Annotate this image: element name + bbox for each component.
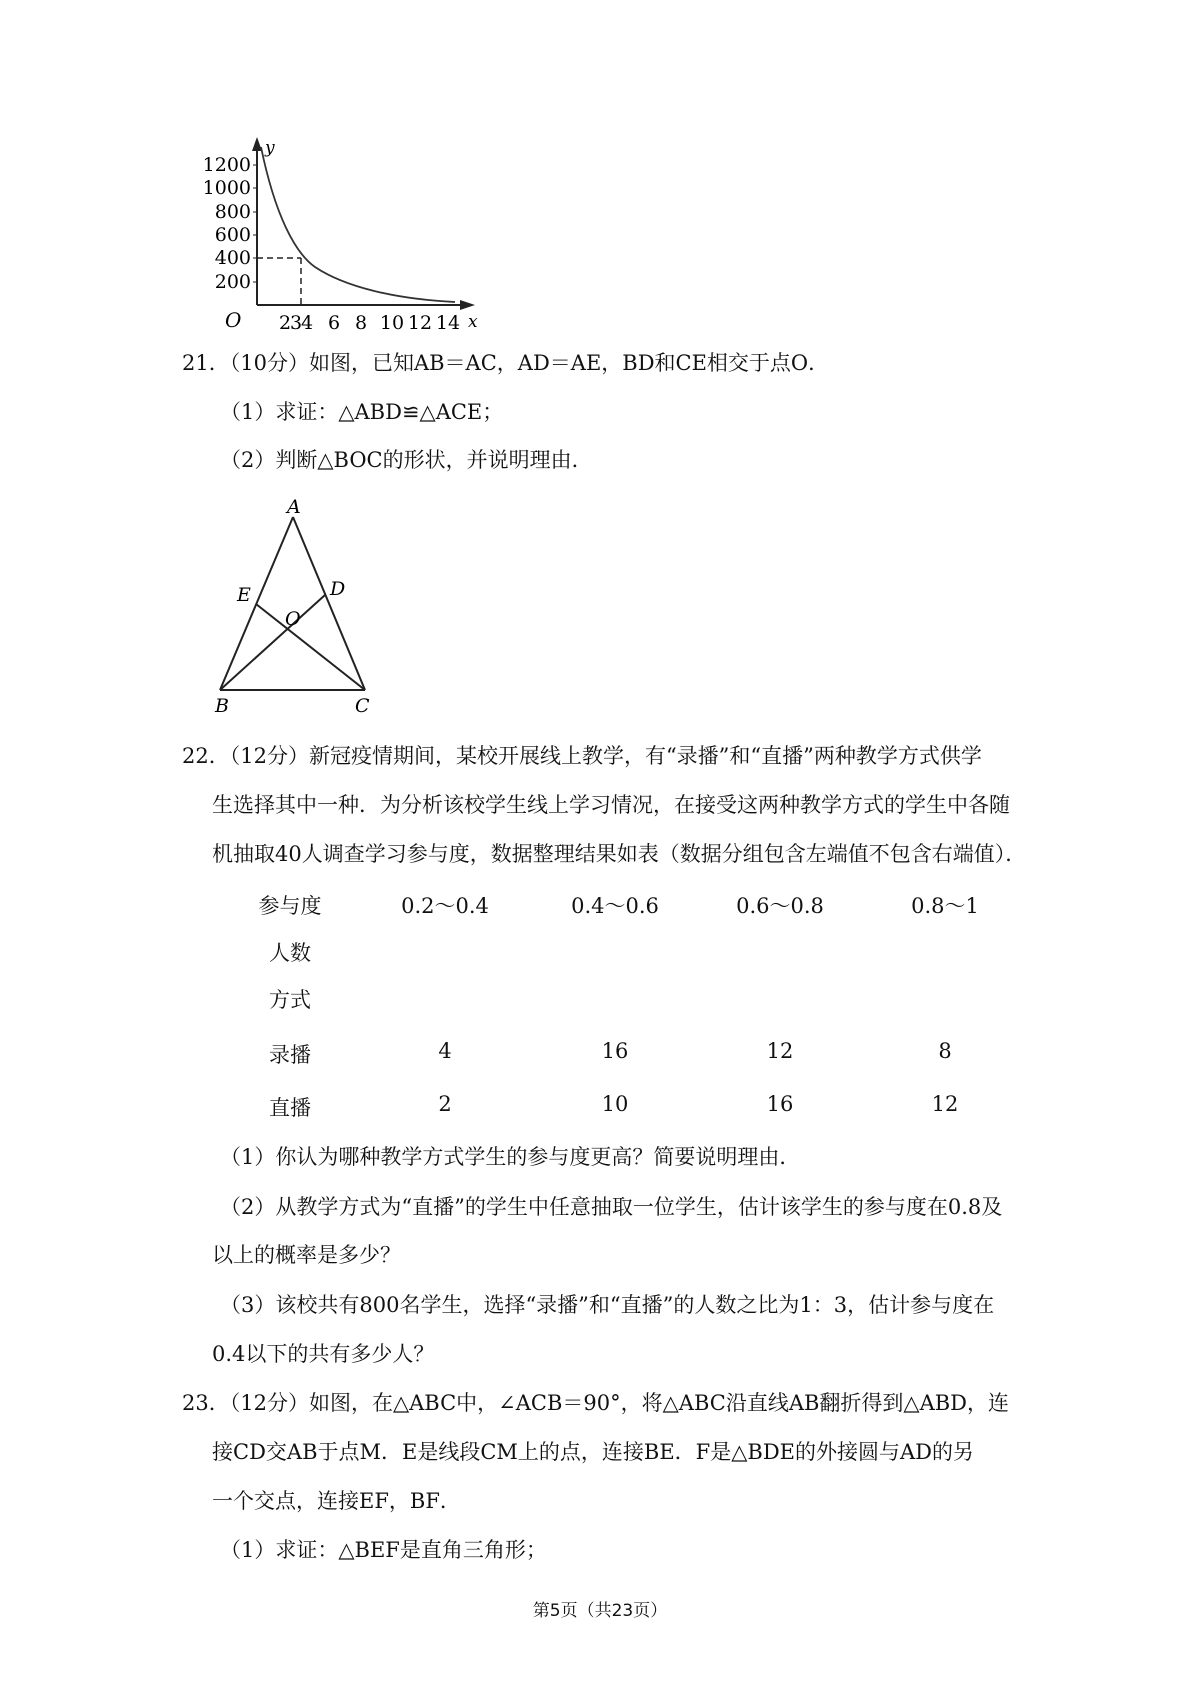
origin-label: O	[225, 308, 242, 332]
y-tick-label: 600	[214, 224, 251, 246]
table-cell: 12	[931, 1092, 959, 1116]
triangle-figure	[205, 495, 390, 720]
q23-stem-line2: 接CD交AB于点M．E是线段CM上的点，连接BE．F是△BDE的外接圆与AD的另	[212, 1440, 974, 1464]
table-col-header: 0.2～0.4	[401, 894, 489, 918]
x-tick-label: 8	[354, 312, 368, 334]
table-corner-mid: 人数	[269, 941, 311, 965]
point-label-D: D	[330, 578, 346, 600]
y-tick-label: 1200	[202, 154, 251, 176]
table-corner-top: 参与度	[258, 894, 322, 918]
table-col-header: 0.4～0.6	[571, 894, 659, 918]
q22-part3-line1: （3）该校共有800名学生，选择“录播”和“直播”的人数之比为1：3，估计参与度在	[220, 1293, 995, 1317]
q23-stem-line3: 一个交点，连接EF，BF．	[212, 1489, 461, 1513]
table-cell: 8	[938, 1039, 952, 1063]
point-label-O: O	[285, 608, 301, 630]
table-cell: 10	[601, 1092, 629, 1116]
decay-curve-graph	[195, 135, 485, 335]
q23-part1: （1）求证：△BEF是直角三角形；	[220, 1538, 547, 1562]
q21-part2: （2）判断△BOC的形状，并说明理由．	[220, 448, 593, 472]
q21-stem: 21．（10分）如图，已知AB＝AC，AD＝AE，BD和CE相交于点O．	[182, 351, 830, 375]
point-label-C: C	[355, 695, 370, 717]
q22-part2-line1: （2）从教学方式为“直播”的学生中任意抽取一位学生，估计该学生的参与度在0.8及	[220, 1195, 1003, 1219]
page-footer: 第5页（共23页）	[532, 1601, 668, 1621]
table-col-header: 0.6～0.8	[736, 894, 824, 918]
x-tick-label: 14	[435, 312, 461, 334]
x-tick-label: 10	[379, 312, 405, 334]
point-label-B: B	[215, 695, 229, 717]
y-tick-label: 1000	[202, 177, 251, 199]
y-axis-label: y	[265, 138, 275, 158]
table-row-label: 直播	[269, 1096, 311, 1120]
x-tick-label: 4	[300, 312, 314, 334]
y-tick-label: 200	[214, 271, 251, 293]
q22-stem-line3: 机抽取40人调查学习参与度，数据整理结果如表（数据分组包含左端值不包含右端值）．	[212, 842, 1027, 866]
point-label-A: A	[287, 496, 301, 518]
x-tick-label: 3	[289, 312, 303, 334]
table-col-header: 0.8～1	[911, 894, 979, 918]
q21-part1: （1）求证：△ABD≌△ACE；	[220, 400, 504, 424]
x-tick-label: 12	[407, 312, 433, 334]
table-cell: 16	[601, 1039, 629, 1063]
x-axis-label: x	[468, 312, 478, 332]
table-corner-bottom: 方式	[269, 988, 311, 1012]
y-tick-label: 400	[214, 247, 251, 269]
table-row-label: 录播	[269, 1043, 311, 1067]
q22-part1: （1）你认为哪种教学方式学生的参与度更高？简要说明理由．	[220, 1145, 801, 1169]
x-tick-label: 6	[327, 312, 341, 334]
q23-stem-line1: 23．（12分）如图，在△ABC中，∠ACB＝90°，将△ABC沿直线AB翻折得到△ABD，连	[182, 1391, 1010, 1415]
table-cell: 12	[766, 1039, 794, 1063]
x-tick-label: 2	[278, 312, 292, 334]
table-cell: 4	[438, 1039, 452, 1063]
q22-stem-line2: 生选择其中一种．为分析该校学生线上学习情况，在接受这两种教学方式的学生中各随	[212, 793, 1010, 817]
point-label-E: E	[237, 584, 251, 606]
q22-part2-line2: 以上的概率是多少？	[212, 1243, 401, 1267]
q22-part3-line2: 0.4以下的共有多少人？	[212, 1342, 435, 1366]
table-cell: 2	[438, 1092, 452, 1116]
q22-stem-line1: 22．（12分）新冠疫情期间，某校开展线上教学，有“录播”和“直播”两种教学方式供学	[182, 744, 982, 768]
table-cell: 16	[766, 1092, 794, 1116]
y-tick-label: 800	[214, 201, 251, 223]
